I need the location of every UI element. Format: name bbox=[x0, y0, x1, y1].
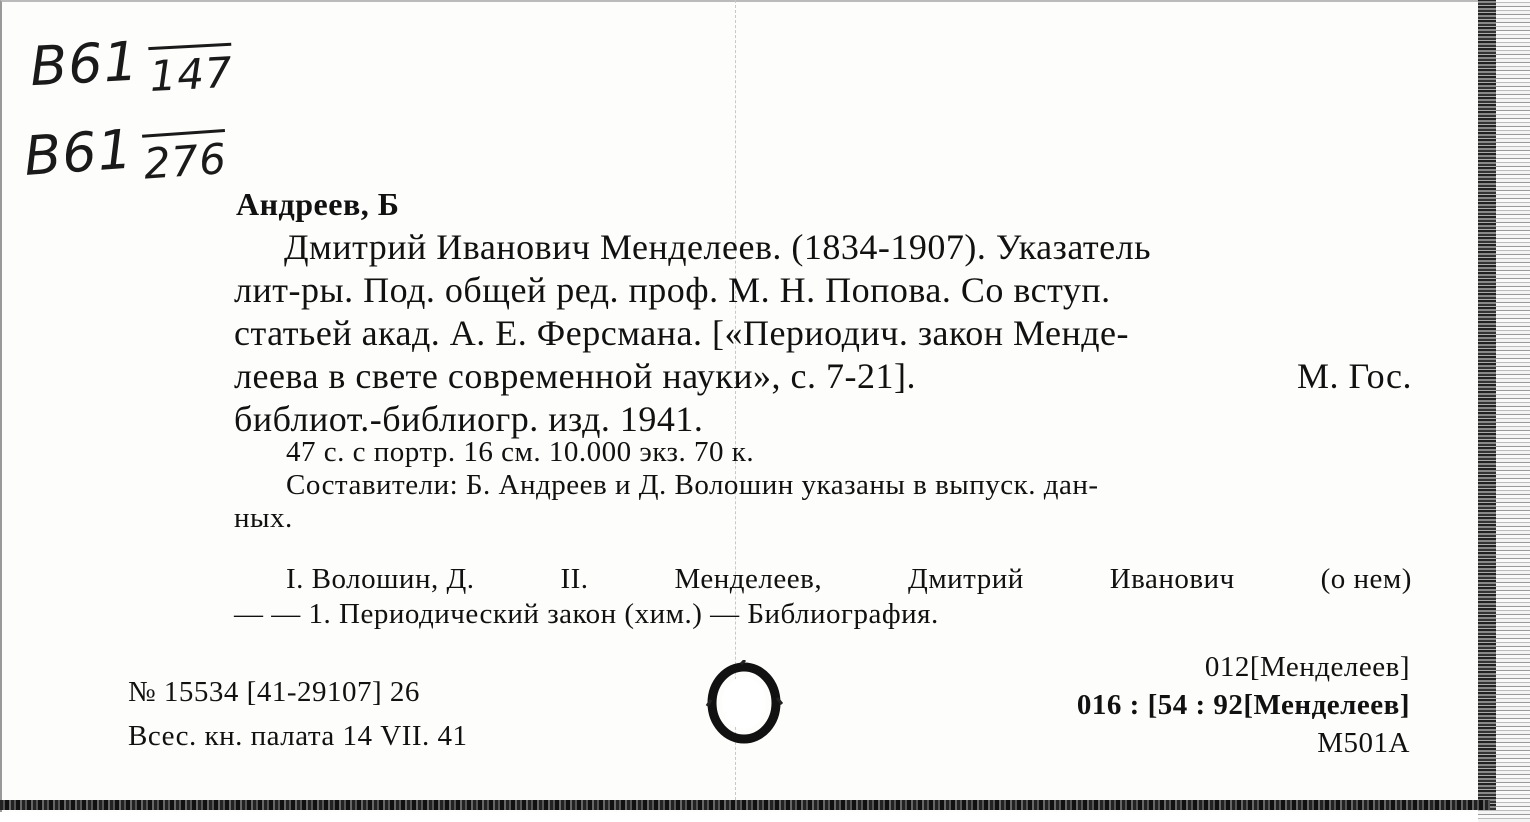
title-line-4 bbox=[234, 355, 1412, 398]
compilers-text-2: ных. bbox=[234, 502, 293, 534]
title-line-4-text: леева в свете современной науки», с. 7-21]. bbox=[234, 356, 917, 396]
registry-chamber: Всес. кн. палата 14 VII. 41 bbox=[128, 720, 468, 752]
classification-block bbox=[1077, 648, 1410, 762]
title-line-4-imprint: М. Гос. bbox=[1296, 356, 1412, 396]
title-block bbox=[234, 226, 1412, 441]
title-line-1-text: Дмитрий Иванович Менделеев. (1834-1907). Указатель bbox=[284, 227, 1152, 267]
shelfmark-1-number: 147 bbox=[148, 43, 234, 101]
punch-hole-icon bbox=[705, 660, 783, 746]
classification-line-2: 016 : [54 : 92[Менделеев] bbox=[1076, 689, 1410, 721]
title-line-1 bbox=[234, 226, 1412, 269]
collation-line bbox=[234, 436, 1412, 469]
compilers-line-2 bbox=[234, 502, 1412, 535]
shelfmark-2-number: 276 bbox=[142, 129, 229, 189]
title-line-2 bbox=[234, 269, 1412, 312]
card-right-edge bbox=[1478, 0, 1496, 810]
tracing-subject: — — 1. Периодический закон (хим.) — Библиография. bbox=[234, 598, 939, 630]
title-line-3 bbox=[234, 312, 1412, 355]
registry-block bbox=[128, 670, 468, 758]
tracings-line-1 bbox=[234, 562, 1412, 597]
tracings-line-2 bbox=[234, 597, 1412, 632]
tracing-part-2: II. bbox=[560, 563, 589, 595]
card-bottom-edge bbox=[0, 800, 1490, 810]
tracing-part-5: Иванович bbox=[1109, 563, 1235, 595]
shelfmark-1 bbox=[28, 25, 234, 102]
collation-block bbox=[234, 436, 1412, 535]
title-line-3-text: статьей акад. А. Е. Ферсмана. [«Периодич. закон Менде- bbox=[234, 313, 1130, 353]
registry-number: № 15534 [41-29107] 26 bbox=[128, 676, 420, 708]
tracing-part-4: Дмитрий bbox=[908, 563, 1024, 595]
shelfmark-2 bbox=[22, 111, 228, 188]
compilers-line-1 bbox=[234, 469, 1412, 502]
classification-line-3: M501A bbox=[1317, 727, 1410, 759]
compilers-text-1: Составители: Б. Андреев и Д. Волошин указаны в выпуск. дан- bbox=[286, 469, 1099, 501]
collation-text: 47 с. с портр. 16 см. 10.000 экз. 70 к. bbox=[286, 436, 755, 468]
tracing-part-3: Менделеев, bbox=[674, 563, 823, 595]
title-line-5 bbox=[234, 398, 1412, 441]
classification-line-1: 012[Менделеев] bbox=[1204, 651, 1410, 683]
author-heading: Андреев, Б bbox=[236, 186, 400, 222]
shelfmark-1-prefix: В61 bbox=[28, 29, 141, 99]
title-line-2-text: лит-ры. Под. общей ред. проф. М. Н. Попова. Со вступ. bbox=[234, 270, 1111, 310]
tracing-part-6: (о нем) bbox=[1320, 563, 1412, 595]
tracings-block bbox=[234, 562, 1412, 632]
title-line-5-text: библиот.-библиогр. изд. 1941. bbox=[234, 399, 704, 439]
shelfmark-2-prefix: В61 bbox=[22, 117, 135, 188]
tracing-part-1: I. Волошин, Д. bbox=[286, 563, 475, 595]
